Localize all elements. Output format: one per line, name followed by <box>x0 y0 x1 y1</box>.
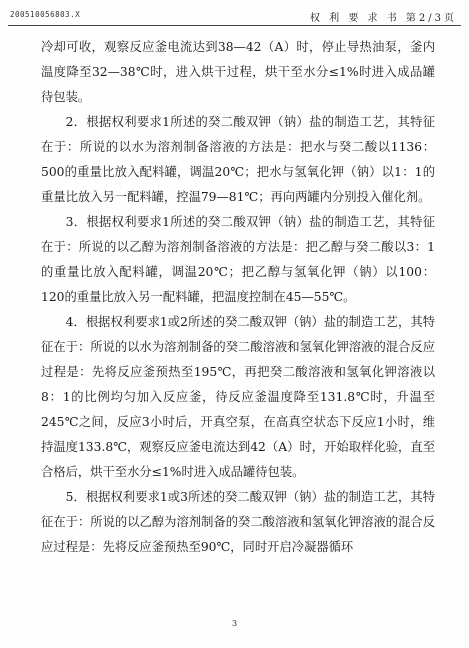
page-header <box>0 0 469 28</box>
claim-2-paragraph: 2．根据权利要求1所述的癸二酸双钾（钠）盐的制造工艺，其特征在于：所说的以水为溶剂制备溶液的方法是：把水与癸二酸以1136：500的重量比放入配料罐，调温20℃；把水与氢氧化钾（钠）以1：1的重量比放入另一配料罐，控温79—81℃；再向两罐内分别投入催化剂。 <box>41 115 435 204</box>
header-divider <box>8 25 461 26</box>
page-number: 3 <box>231 619 238 628</box>
claim-4-paragraph: 4．根据权利要求1或2所述的癸二酸双钾（钠）盐的制造工艺，其特征在于：所说的以水为溶剂制备的癸二酸溶液和氢氧化钾溶液的混合反应过程是：先将反应釜预热至195℃，再把癸二酸溶液和氢氧化钾溶液以8：1的比例均匀加入反应釜，待反应釜温度降至131.8℃时，升温至245℃之间，反应3小时后，开真空泵，在高真空状态下反应1小时，维持温度133.8℃，观察反应釜电流达到42（A）时，开始取样化验，直至合格后，烘干至水分≤1%时进入成品罐待包装。 <box>41 315 435 479</box>
document-number: 200510056803.X <box>10 10 81 19</box>
paragraph-continuation: 冷却可收，观察反应釜电流达到38—42（A）时，停止导热油泵，釜内温度降至32—38℃时，进入烘干过程，烘干至水分≤1%时进入成品罐待包装。 <box>41 40 435 104</box>
header-title: 权 利 要 求 书 第2/3页 <box>310 13 457 24</box>
claim-3-paragraph: 3．根据权利要求1所述的癸二酸双钾（钠）盐的制造工艺，其特征在于：所说的以乙醇为溶剂制备溶液的方法是：把乙醇与癸二酸以3：1的重量比放入配料罐，调温20℃；把乙醇与氢氧化钾（钠）以100：120的重量比放入另一配料罐，把温度控制在45—55℃。 <box>41 215 435 304</box>
claim-5-paragraph: 5．根据权利要求1或3所述的癸二酸双钾（钠）盐的制造工艺，其特征在于：所说的以乙醇为溶剂制备的癸二酸溶液和氢氧化钾溶液的混合反应过程是：先将反应釜预热至90℃，同时开启冷凝器循环 <box>41 490 435 554</box>
claims-body <box>41 35 435 560</box>
